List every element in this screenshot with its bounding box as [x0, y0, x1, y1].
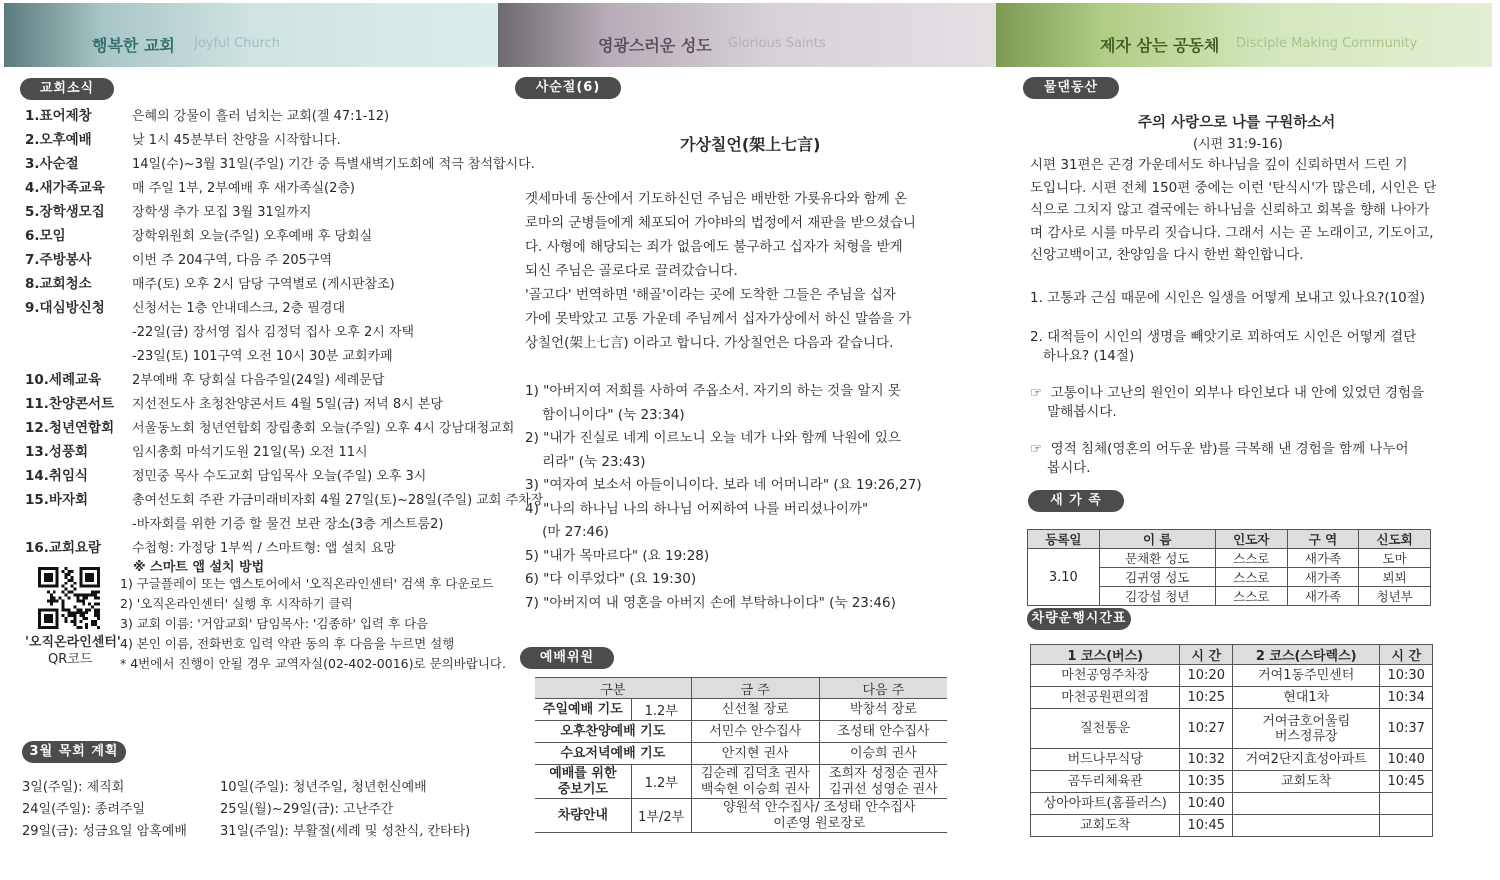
- worship-next-week: 조희자 성정순 권사 김귀선 성영순 권사: [819, 765, 947, 799]
- news-item-key: 오후예배: [39, 132, 92, 148]
- news-label: 교회소식: [20, 78, 114, 100]
- worship-header-cell: 금 주: [691, 678, 819, 699]
- news-item-number: 3.: [25, 156, 40, 172]
- news-item-key: 표어제창: [39, 108, 92, 124]
- plan-item: 25일(월)~29일(금): 고난주간: [220, 802, 394, 817]
- newfamily-cell: 스스로: [1215, 568, 1287, 587]
- bus-cell: 거여2단지효성아파트: [1233, 749, 1380, 771]
- bus-row: [1031, 749, 1433, 771]
- lent-saying-line: (마 27:46): [525, 524, 609, 540]
- header-subtitle: Joyful Church: [194, 36, 281, 51]
- worship-part: 1.2부: [631, 765, 691, 799]
- news-item-text: -22일(금) 장서영 집사 김정덕 집사 오후 2시 자택: [132, 325, 415, 340]
- lent-paragraph-line: 다. 사형에 해당되는 죄가 없음에도 불구하고 십자가 처형을 받게: [525, 239, 903, 255]
- bus-cell: [1233, 815, 1380, 837]
- app-install-step: 2) '오직온라인센터' 실행 후 시작하기 클릭: [120, 596, 353, 611]
- meditation-question-line: ☞ 고통이나 고난의 원인이 외부나 타인보다 내 안에 있었던 경험을: [1030, 385, 1425, 401]
- bus-cell: 10:37: [1380, 709, 1433, 749]
- news-item-number: 14.: [25, 468, 49, 484]
- header-joyful-church: [4, 3, 498, 67]
- newfamily-cell: 뵈뵈: [1359, 568, 1431, 587]
- lent-saying-line: 4) "나의 하나님 나의 하나님 어찌하여 나를 버리셨나이까": [525, 500, 869, 517]
- worship-part: 1부/2부: [631, 799, 691, 833]
- newfamily-cell: 새가족: [1287, 587, 1359, 606]
- worship-header-cell: 다음 주: [819, 678, 947, 699]
- worship-table-header: [535, 678, 947, 699]
- worship-category: 주일예배 기도: [535, 699, 631, 721]
- news-item-key: 세례교육: [48, 372, 102, 388]
- newfamily-cell: 김귀영 성도: [1099, 568, 1215, 587]
- news-item-key: 교회청소: [39, 276, 92, 292]
- lent-saying-line: 2) "내가 진실로 네게 이르노니 오늘 네가 나와 함께 낙원에 있으: [525, 430, 901, 446]
- bus-row: [1031, 771, 1433, 793]
- news-item-text: -바자회를 위한 기증 할 물건 보관 장소(3층 게스트룸2): [132, 517, 444, 532]
- header-glorious-saints: [498, 3, 996, 67]
- bus-cell: 10:20: [1180, 665, 1233, 687]
- news-item-label: [25, 296, 134, 316]
- meditation-label: 물댄동산: [1023, 77, 1119, 99]
- header-subtitle: Disciple Making Community: [1236, 36, 1418, 51]
- worship-this-week: 양원석 안수집사/ 조성태 안수집사 이존영 원로장로: [691, 799, 947, 833]
- lent-paragraph-line: 겟세마네 동산에서 기도하신던 주님은 배반한 가룟유다와 함께 온: [525, 191, 908, 207]
- bus-schedule-table: [1030, 644, 1433, 837]
- bus-header-cell: 2 코스(스타렉스): [1233, 645, 1380, 665]
- worship-table: [535, 677, 947, 833]
- app-install-step: 1) 구글플레이 또는 앱스토어에서 '오직온라인센터' 검색 후 다운로드: [120, 576, 494, 591]
- news-item-label: [25, 224, 134, 244]
- news-item-key: 성풍회: [48, 444, 89, 460]
- newfamily-cell: 청년부: [1359, 587, 1431, 606]
- news-item-key: 취임식: [48, 468, 89, 484]
- worship-part: 1.2부: [631, 699, 691, 721]
- bus-cell: 10:40: [1380, 749, 1433, 771]
- worship-next-week: 박창석 장로: [819, 699, 947, 721]
- news-item-label: [25, 200, 134, 220]
- worship-this-week: 신선철 장로: [691, 699, 819, 721]
- news-item-label: [25, 248, 134, 268]
- bus-cell: [1380, 815, 1433, 837]
- news-item-label: [25, 440, 143, 460]
- app-install-title: ※ 스마트 앱 설치 방법: [133, 560, 265, 575]
- news-item-text: 서울동노회 청년연합회 장립총회 오늘(주일) 오후 4시 강남대청교회: [132, 421, 515, 436]
- newfamily-cell: 김강섭 청년: [1099, 587, 1215, 606]
- news-item-text: 수첩형: 가정당 1부씩 / 스마트형: 앱 설치 요망: [132, 541, 396, 556]
- news-item-text: 지선전도사 초청찬양콘서트 4월 5일(금) 저녁 8시 본당: [132, 397, 443, 412]
- news-item-text: 이번 주 204구역, 다음 주 205구역: [132, 253, 333, 268]
- meditation-question-line: 말해봅시다.: [1030, 404, 1117, 420]
- lent-paragraph-line: '골고다' 번역하면 '해골'이라는 곳에 도착한 그들은 주님을 십자: [525, 287, 896, 303]
- bus-label: 차량운행시간표: [1027, 608, 1131, 630]
- worship-this-week: 안지현 권사: [691, 743, 819, 765]
- meditation-body-line: 며 감사로 시를 마무리 짓습니다. 그래서 시는 곧 노래이고, 기도이고,: [1030, 224, 1434, 241]
- news-item-text: 신청서는 1층 안내데스크, 2층 필경대: [132, 301, 346, 316]
- news-item-key: 모임: [39, 228, 66, 244]
- news-item-label: [25, 416, 143, 436]
- header-title: 제자 삼는 공동체: [1100, 36, 1220, 55]
- lent-saying-line: 3) "여자여 보소서 아들이니이다. 보라 네 어머니라" (요 19:26,27): [525, 477, 922, 493]
- newfamily-cell: 새가족: [1287, 549, 1359, 568]
- header-subtitle: Glorious Saints: [728, 36, 826, 51]
- worship-row: [535, 721, 947, 743]
- newfamily-header-row: [1028, 530, 1431, 549]
- newfamily-cell: 문채환 성도: [1099, 549, 1215, 568]
- worship-this-week: 김순례 김덕초 권사 백숙현 이승희 권사: [691, 765, 819, 799]
- bus-row: [1031, 709, 1433, 749]
- news-item-key: 주방봉사: [39, 252, 92, 268]
- newfamily-row: [1028, 549, 1431, 568]
- bus-cell: 거여금호어울림 버스정류장: [1233, 709, 1380, 749]
- newfamily-cell: 스스로: [1215, 587, 1287, 606]
- bus-cell: 마천공원편의점: [1031, 687, 1180, 709]
- newfamily-header-cell: 등록일: [1028, 530, 1100, 549]
- bus-cell: 10:45: [1180, 815, 1233, 837]
- worship-header-cell: 구분: [535, 678, 691, 699]
- news-item-number: 15.: [25, 492, 49, 508]
- plan-item: 10일(주일): 청년주일, 청년헌신예배: [220, 780, 427, 795]
- bus-header-cell: 1 코스(버스): [1031, 645, 1180, 665]
- news-item-label: [25, 368, 143, 388]
- news-item-label: [25, 152, 134, 172]
- lent-paragraph-line: 상칠언(架上七言) 이라고 합니다. 가상칠언은 다음과 같습니다.: [525, 335, 894, 351]
- bus-cell: 10:45: [1380, 771, 1433, 793]
- qr-code: [38, 567, 100, 629]
- lent-paragraph-line: 로마의 군병들에게 체포되어 가야바의 법정에서 재판을 받으셨습니: [525, 215, 916, 231]
- meditation-body-line: 신앙고백이고, 찬양임을 다시 한번 확인합니다.: [1030, 247, 1304, 263]
- news-item-key: 찬양콘서트: [48, 396, 115, 412]
- news-item-label: [25, 536, 143, 556]
- lent-saying-line: 7) "아버지여 내 영혼을 아버지 손에 부탁하나이다" (눅 23:46): [525, 594, 896, 611]
- bus-cell: [1380, 793, 1433, 815]
- bus-cell: 10:27: [1180, 709, 1233, 749]
- news-item-number: 4.: [25, 180, 40, 196]
- newfamily-table: [1027, 529, 1431, 606]
- news-item-number: 1.: [25, 108, 40, 124]
- app-install-step: * 4번에서 진행이 안될 경우 교역자실(02-402-0016)로 문의바랍니다.: [120, 656, 506, 671]
- worship-this-week: 서민수 안수집사: [691, 721, 819, 743]
- lent-label: 사순절(6): [515, 77, 621, 99]
- bus-header-cell: 시 간: [1380, 645, 1433, 665]
- plan-item: 31일(주일): 부활절(세례 및 성찬식, 칸타타): [220, 824, 471, 839]
- worship-row: [535, 799, 947, 833]
- news-item-text: 2부예배 후 당회실 다음주일(24일) 세례문답: [132, 373, 385, 388]
- meditation-question-line: 하나요? (14절): [1030, 348, 1135, 364]
- header-title: 행복한 교회: [92, 36, 175, 55]
- news-item-text: -23일(토) 101구역 오전 10시 30분 교회카페: [132, 349, 393, 364]
- news-item-text: 낮 1시 45분부터 찬양을 시작합니다.: [132, 133, 341, 148]
- newfamily-date: 3.10: [1028, 549, 1100, 606]
- worship-category: 예배를 위한 중보기도: [535, 765, 631, 799]
- header-title: 영광스러운 성도: [598, 36, 712, 55]
- bus-cell: 거여1동주민센터: [1233, 665, 1380, 687]
- lent-title: 가상칠언(架上七言): [680, 135, 821, 154]
- news-item-number: 6.: [25, 228, 40, 244]
- qr-caption: '오직온라인센터': [25, 635, 121, 650]
- news-item-number: 12.: [25, 420, 49, 436]
- bus-row: [1031, 815, 1433, 837]
- app-install-step: 3) 교회 이름: '거암교회' 담임목사: '김종하' 입력 후 다음: [120, 616, 429, 631]
- news-item-text: 매 주일 1부, 2부예배 후 새가족실(2층): [132, 181, 356, 196]
- meditation-question-line: 봅시다.: [1030, 460, 1091, 476]
- meditation-body-line: 도입니다. 시편 전체 150편 중에는 이런 '탄식시'가 많은데, 시인은 단: [1030, 179, 1437, 196]
- newfamily-header-cell: 이 름: [1099, 530, 1215, 549]
- bus-cell: 상아아파트(홈플러스): [1031, 793, 1180, 815]
- worship-row: [535, 765, 947, 799]
- news-item-label: [25, 104, 134, 124]
- bus-cell: 마천공영주차장: [1031, 665, 1180, 687]
- bus-cell: 10:40: [1180, 793, 1233, 815]
- news-item-label: [25, 464, 143, 484]
- news-item-number: 13.: [25, 444, 49, 460]
- meditation-body-line: 시편 31편은 곤경 가운데서도 하나님을 깊이 신뢰하면서 드린 기: [1030, 157, 1408, 173]
- worship-next-week: 조성태 안수집사: [819, 721, 947, 743]
- news-item-key: 교회요람: [48, 540, 102, 556]
- news-item-number: 8.: [25, 276, 40, 292]
- news-item-number: 7.: [25, 252, 40, 268]
- bus-cell: 교회도착: [1233, 771, 1380, 793]
- bus-cell: 10:34: [1380, 687, 1433, 709]
- news-item-number: 16.: [25, 540, 49, 556]
- newfamily-header-cell: 신도회: [1359, 530, 1431, 549]
- bus-cell: 10:25: [1180, 687, 1233, 709]
- header-disciple-community: [996, 3, 1492, 67]
- worship-row: [535, 699, 947, 721]
- lent-saying-line: 5) "내가 목마르다" (요 19:28): [525, 547, 710, 564]
- plan-label: 3월 목회 계획: [22, 741, 126, 763]
- meditation-title: 주의 사랑으로 나를 구원하소서: [1138, 115, 1336, 131]
- bus-cell: 곰두리체육관: [1031, 771, 1180, 793]
- news-item-key: 사순절: [39, 156, 79, 172]
- app-install-step: 4) 본인 이름, 전화번호 입력 약관 동의 후 다음을 누르면 설행: [120, 636, 455, 651]
- worship-row: [535, 743, 947, 765]
- worship-next-week: 이승희 권사: [819, 743, 947, 765]
- newfamily-label: 새 가 족: [1028, 490, 1124, 512]
- bus-cell: 10:30: [1380, 665, 1433, 687]
- meditation-question-line: 2. 대적들이 시인의 생명을 빼앗기로 꾀하여도 시인은 어떻게 결단: [1030, 329, 1417, 345]
- bus-header-row: [1031, 645, 1433, 665]
- news-item-text: 매주(토) 오후 2시 담당 구역별로 (게시판참조): [132, 277, 395, 292]
- plan-item: 3일(주일): 제직회: [22, 780, 125, 795]
- news-item-label: [25, 272, 134, 292]
- worship-category: 차량안내: [535, 799, 631, 833]
- bus-cell: 질천통운: [1031, 709, 1180, 749]
- lent-paragraph-line: 되신 주님은 골로다로 끌려갔습니다.: [525, 263, 738, 279]
- news-item-key: 장학생모집: [39, 204, 105, 220]
- lent-saying-line: 함이니이다" (눅 23:34): [525, 406, 685, 423]
- news-item-number: 5.: [25, 204, 40, 220]
- bus-cell: 10:35: [1180, 771, 1233, 793]
- newfamily-cell: 도마: [1359, 549, 1431, 568]
- news-item-text: 장학생 추가 모집 3월 31일까지: [132, 205, 312, 220]
- meditation-body-line: 식으로 그치지 않고 결국에는 하나님을 신뢰하고 회복을 향해 나아가: [1030, 202, 1430, 218]
- bus-header-cell: 시 간: [1180, 645, 1233, 665]
- meditation-question-line: ☞ 영적 침체(영혼의 어두운 밤)를 극복해 낸 경험을 함께 나누어: [1030, 441, 1409, 457]
- news-item-label: [25, 128, 134, 148]
- news-item-key: 대심방신청: [39, 300, 105, 316]
- news-item-text: 장학위원회 오늘(주일) 오후예배 후 당회실: [132, 229, 373, 244]
- bus-cell: [1233, 793, 1380, 815]
- newfamily-cell: 스스로: [1215, 549, 1287, 568]
- news-item-text: 총여선도회 주관 가금미래비자회 4월 27일(토)~28일(주일) 교회 주차장: [132, 493, 544, 508]
- bus-row: [1031, 793, 1433, 815]
- qr-caption-sub: QR코드: [48, 652, 93, 667]
- lent-paragraph-line: 가에 못박았고 고통 가운데 주님께서 십자가상에서 하신 말씀을 가: [525, 311, 912, 327]
- newfamily-cell: 새가족: [1287, 568, 1359, 587]
- meditation-ref: (시편 31:9-16): [1193, 137, 1283, 152]
- lent-saying-line: 1) "아버지여 저희를 사하여 주옵소서. 자기의 하는 것을 알지 못: [525, 383, 901, 399]
- lent-saying-line: 리라" (눅 23:43): [525, 453, 646, 470]
- lent-saying-line: 6) "다 이루었다" (요 19:30): [525, 571, 697, 587]
- plan-item: 24일(주일): 종려주일: [22, 802, 146, 817]
- news-item-key: 새가족교육: [39, 180, 105, 196]
- news-item-number: 10.: [25, 372, 49, 388]
- news-item-label: [25, 392, 143, 412]
- news-item-number: 9.: [25, 300, 40, 316]
- news-item-key: 청년연합회: [48, 420, 115, 436]
- newfamily-header-cell: 인도자: [1215, 530, 1287, 549]
- bus-row: [1031, 665, 1433, 687]
- news-item-number: 2.: [25, 132, 40, 148]
- bus-cell: 교회도착: [1031, 815, 1180, 837]
- bus-cell: 현대1차: [1233, 687, 1380, 709]
- newfamily-header-cell: 구 역: [1287, 530, 1359, 549]
- bus-row: [1031, 687, 1433, 709]
- meditation-question-line: 1. 고통과 근심 때문에 시인은 일생을 어떻게 보내고 있나요?(10절): [1030, 290, 1426, 306]
- bus-cell: 10:32: [1180, 749, 1233, 771]
- worship-category: 오후찬양예배 기도: [535, 721, 691, 743]
- worship-category: 수요저녁예배 기도: [535, 743, 691, 765]
- news-item-text: 은혜의 강물이 흘러 넘치는 교회(겔 47:1-12): [132, 109, 390, 124]
- news-item-number: 11.: [25, 396, 49, 412]
- plan-item: 29일(금): 성금요일 암혹예배: [22, 824, 187, 839]
- news-item-label: [25, 176, 134, 196]
- news-item-text: 정민중 목사 수도교회 담임목사 오늘(주일) 오후 3시: [132, 469, 427, 484]
- worship-label: 예배위원: [520, 647, 614, 669]
- news-item-label: [25, 488, 143, 508]
- news-item-text: 14일(수)~3월 31일(주일) 기간 중 특별새벽기도회에 적극 참석합시다.: [132, 157, 535, 172]
- bus-cell: 버드나무식당: [1031, 749, 1180, 771]
- news-item-text: 임시총회 마석기도원 21일(목) 오전 11시: [132, 445, 368, 460]
- news-item-key: 바자회: [48, 492, 89, 508]
